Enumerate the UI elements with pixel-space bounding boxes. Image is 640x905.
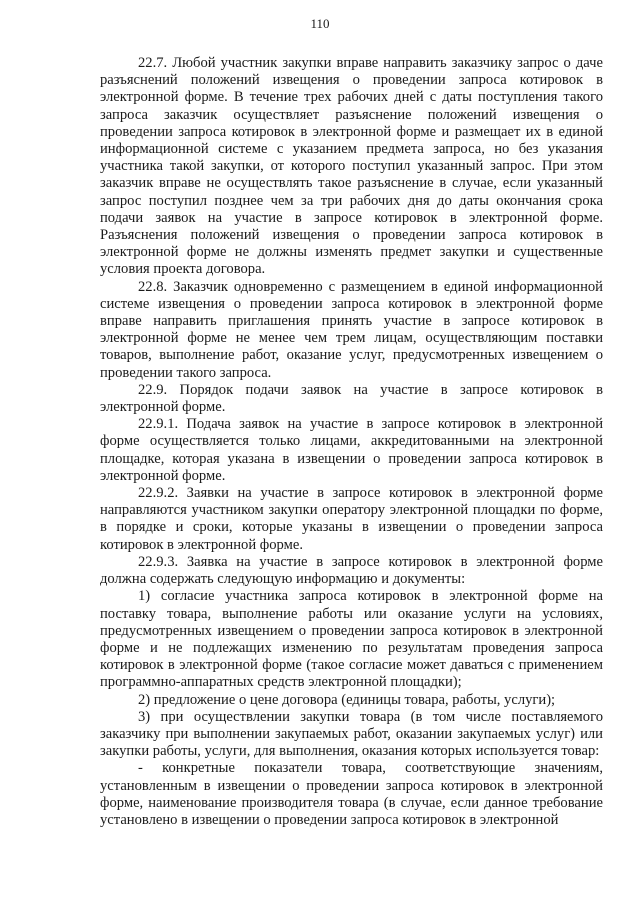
paragraph-22-9-3: 22.9.3. Заявка на участие в запросе котировок в электронной форме должна содержать следующую информацию и документы: bbox=[100, 553, 603, 588]
paragraph-22-9: 22.9. Порядок подачи заявок на участие в запросе котировок в электронной форме. bbox=[100, 381, 603, 416]
list-item-3: 3) при осуществлении закупки товара (в том числе поставляемого заказчику при выполнении закупаемых работ, оказании закупаемых услуг) или закупки работы, услуги, для выполнения, оказания которых используется товар: bbox=[100, 708, 603, 760]
document-body bbox=[100, 55, 603, 829]
paragraph-22-7: 22.7. Любой участник закупки вправе направить заказчику запрос о даче разъяснений положений извещения о проведении запроса котировок в электронной форме. В течение трех рабочих дней с даты поступления такого запроса заказчик осуществляет разъяснение положений извещения о проведении запроса котировок в электронной форме и размещает их в единой информационной системе с указанием предмета запроса, но без указания участника такой закупки, от которого поступил указанный запрос. При этом заказчик вправе не осуществлять такое разъяснение в случае, если указанный запрос поступил позднее чем за три рабочих дня до даты окончания срока подачи заявок на участие в запросе котировок в электронной форме. Разъяснения положений извещения о проведении запроса котировок в электронной форме не должны изменять предмет закупки и существенные условия проекта договора. bbox=[100, 55, 603, 278]
paragraph-22-9-2: 22.9.2. Заявки на участие в запросе котировок в электронной форме направляются участником закупки оператору электронной площадки по форме, в порядке и сроки, которые указаны в извещении о проведении запроса котировок в электронной форме. bbox=[100, 485, 603, 553]
page-number: 110 bbox=[310, 16, 330, 31]
paragraph-22-8: 22.8. Заказчик одновременно с размещением в единой информационной системе извещения о проведении запроса котировок в электронной форме вправе направить приглашения принять участие в запросе котировок в электронной форме не менее чем трем лицам, осуществляющим поставки товаров, выполнение работ, оказание услуг, предусмотренных извещением о проведении такого запроса. bbox=[100, 278, 603, 381]
paragraph-22-9-1: 22.9.1. Подача заявок на участие в запросе котировок в электронной форме осуществляется только лицами, аккредитованными на электронной площадке, которая указана в извещении о проведении запроса котировок в электронной форме. bbox=[100, 416, 603, 484]
list-item-2: 2) предложение о цене договора (единицы товара, работы, услуги); bbox=[138, 691, 556, 708]
list-item-3-dash: - конкретные показатели товара, соответствующие значениям, установленным в извещении о проведении запроса котировок в электронной форме, наименование производителя товара (в случае, если данное требование установлено в извещении о проведении запроса котировок в электронной bbox=[100, 760, 603, 828]
list-item-1: 1) согласие участника запроса котировок в электронной форме на поставку товара, выполнение работы или оказание услуги на условиях, предусмотренных извещением о проведении запроса котировок в электронной форме и не подлежащих изменению по результатам проведения запроса котировок в электронной форме (такое согласие может даваться с применением программно-аппаратных средств электронной площадки); bbox=[100, 588, 603, 691]
